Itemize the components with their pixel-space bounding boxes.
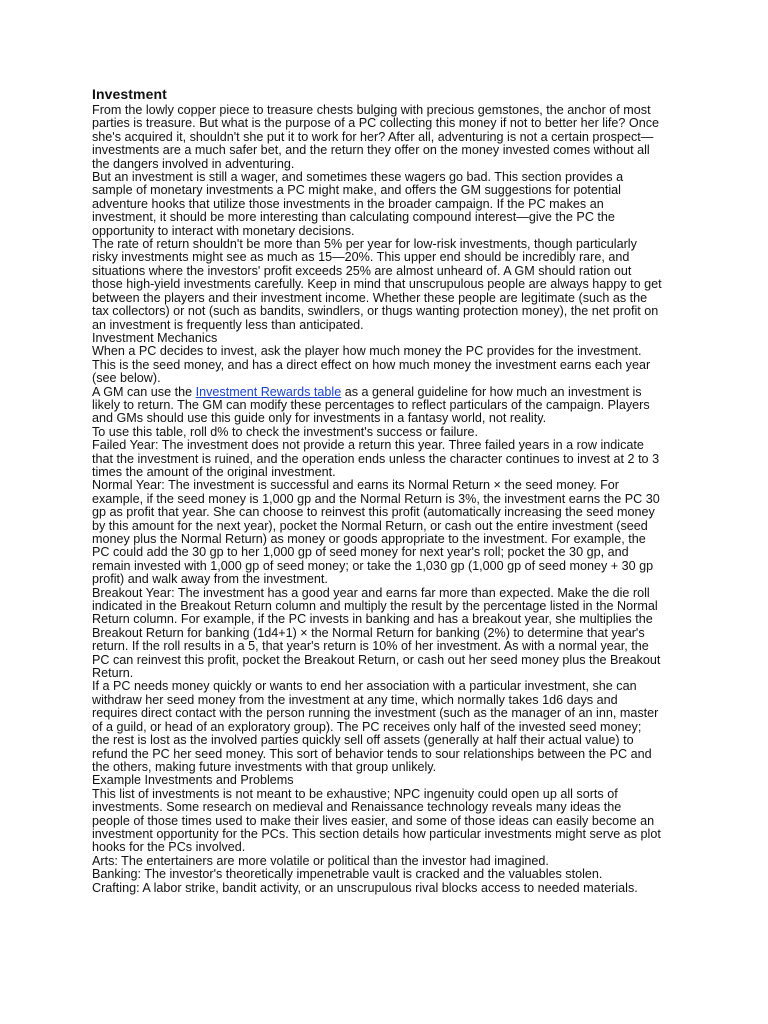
- section-heading-examples: Example Investments and Problems: [92, 773, 294, 788]
- document-page: [92, 86, 662, 895]
- paragraph-crafting: Crafting: A labor strike, bandit activity, or an unscrupulous rival blocks access to needed materials.: [92, 880, 638, 895]
- page-title: Investment: [92, 86, 167, 102]
- paragraph-examples-intro: This list of investments is not meant to be exhaustive; NPC ingenuity could open up all sorts of investments. Some research on medieval and Renaissance technology reveals many ideas the people of those times used to make their lives easier, and some of those ideas can easily become an investment opportunity for the PCs. This section details how particular investments might serve as plot hooks for the PCs involved.: [92, 786, 661, 855]
- investment-rewards-table-link[interactable]: Investment Rewards table: [195, 384, 342, 399]
- paragraph-wager: But an investment is still a wager, and sometimes these wagers go bad. This section provides a sample of monetary investments a PC might make, and offers the GM suggestions for potential adventure hooks that utilize those investments in the broader campaign. If the PC makes an investment, it should be more interesting than calculating compound interest—give the PC the opportunity to interact with monetary decisions.: [92, 170, 624, 238]
- paragraph-banking: Banking: The investor's theoretically impenetrable vault is cracked and the valuables stolen.: [92, 867, 603, 882]
- section-heading-mechanics: Investment Mechanics: [92, 330, 218, 345]
- rewards-text-before: A GM can use the: [92, 384, 196, 399]
- rewards-text-after: as a general guideline for how much an investment is likely to return. The GM can modify these percentages to reflect particulars of the campaign. Players and GMs should use this guide only for investments in a fantasy world, not reality.: [92, 384, 650, 426]
- paragraph-arts: Arts: The entertainers are more volatile or political than the investor had imagined.: [92, 853, 549, 868]
- paragraph-failed-year: Failed Year: The investment does not provide a return this year. Three failed years in a row indicate that the investment is ruined, and the operation ends unless the character continues to invest at 2 to 3 times the amount of the original investment.: [92, 438, 660, 479]
- paragraph-roll-instruction: To use this table, roll d% to check the investment's success or failure.: [92, 424, 478, 439]
- paragraph-breakout-year: Breakout Year: The investment has a good year and earns far more than expected. Make the die roll indicated in the Breakout Return column and multiply the result by the percentage listed in the Normal Return column. For example, if the PC invests in banking and has a breakout year, she multiplies the Breakout Return for banking (1d4+1) × the Normal Return for banking (2%) to determine that year's return. If the roll results in a 5, that year's return is 10% of her investment. As with a normal year, the PC can reinvest this profit, pocket the Breakout Return, or cash out her seed money plus the Breakout Return.: [92, 585, 661, 681]
- paragraph-rewards-table: [92, 386, 662, 426]
- paragraph-normal-year: Normal Year: The investment is successful and earns its Normal Return × the seed money. For example, if the seed money is 1,000 gp and the Normal Return is 3%, the investment earns the PC 30 gp as profit that year. She can choose to reinvest this profit (automatically increasing the seed money by this amount for the next year), pocket the Normal Return, or cash out the entire investment (seed money plus the Normal Return) as money or goods appropriate to the investment. For example, the PC could add the 30 gp to her 1,000 gp of seed money for next year's roll; pocket the 30 gp, and remain invested with 1,000 gp of seed money; or take the 1,030 gp (1,000 gp of seed money + 30 gp profit) and walk away from the investment.: [92, 478, 660, 587]
- paragraph-rate-of-return: The rate of return shouldn't be more than 5% per year for low-risk investments, though particularly risky investments might see as much as 15—20%. This upper end should be incredibly rare, and situations where the investors' profit exceeds 25% are almost unheard of. A GM should ration out those high-yield investments carefully. Keep in mind that unscrupulous people are always happy to get between the players and their investment income. Whether these people are legitimate (such as the tax collectors) or not (such as bandits, swindlers, or thugs wanting protection money), the net profit on an investment is frequently less than anticipated.: [92, 237, 662, 332]
- paragraph-intro: From the lowly copper piece to treasure chests bulging with precious gemstones, the anchor of most parties is treasure. But what is the purpose of a PC collecting this money if not to better her life? Once she's acquired it, shouldn't she put it to work for her? After all, adventuring is not a certain prospect—investments are a much safer bet, and the return they offer on the money invested comes without all the dangers involved in adventuring.: [92, 103, 660, 171]
- paragraph-withdrawal: If a PC needs money quickly or wants to end her association with a particular investment, she can withdraw her seed money from the investment at any time, which normally takes 1d6 days and requires direct contact with the person running the investment (such as the manager of an inn, master of a guild, or head of an exploratory group). The PC receives only half of the invested seed money; the rest is lost as the involved parties quickly sell off assets (generally at half their actual value) to refund the PC her seed money. This sort of behavior tends to sour relationships between the PC and the others, making future investments with that group unlikely.: [92, 679, 659, 774]
- paragraph-seed-money: When a PC decides to invest, ask the player how much money the PC provides for the investment. This is the seed money, and has a direct effect on how much money the investment earns each year (see below).: [92, 344, 651, 386]
